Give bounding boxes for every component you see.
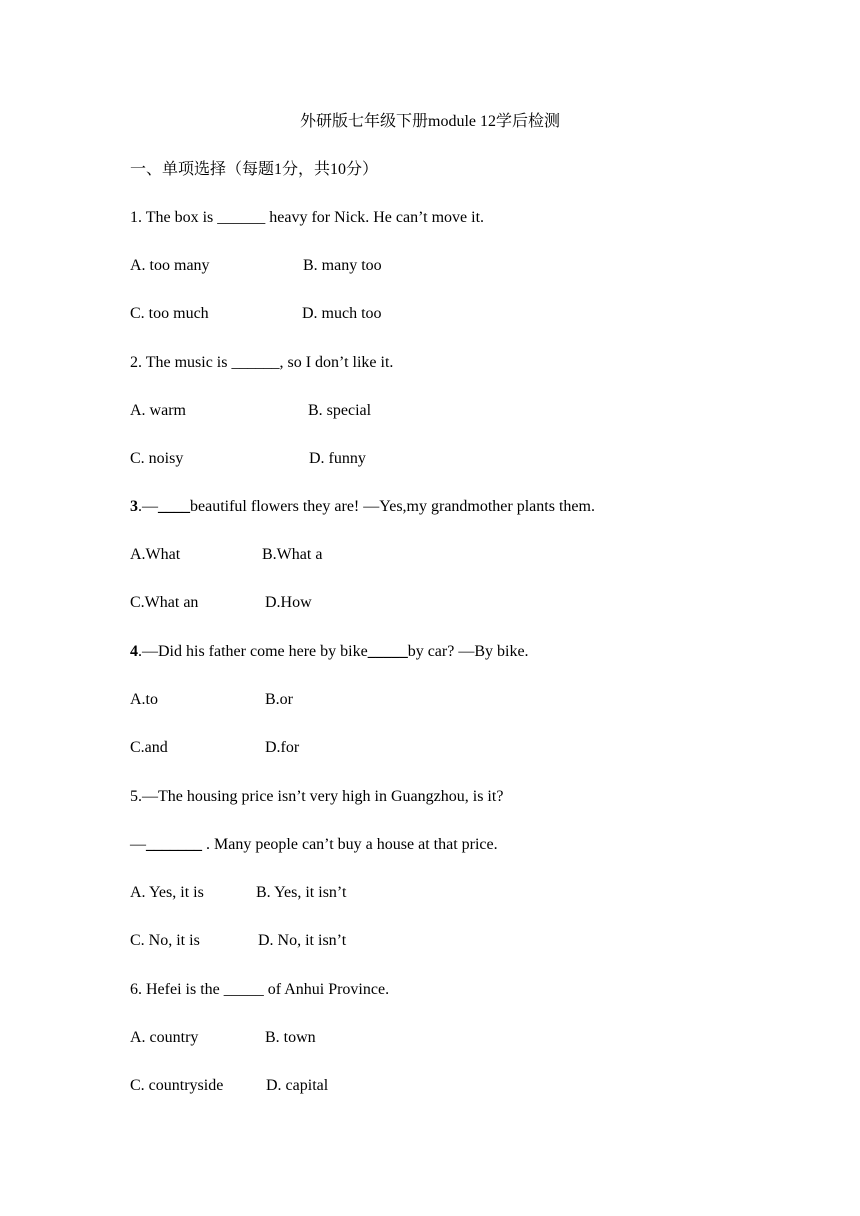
- option-d: D.for: [265, 739, 300, 756]
- question-text: beautiful flowers they are! —Yes,my grandmother plants them.: [190, 498, 595, 515]
- question-6: [130, 979, 389, 1001]
- option-a: A.to: [130, 691, 158, 708]
- question-text: heavy for Nick. He can’t move it.: [265, 209, 485, 226]
- question-number: 5: [130, 788, 138, 805]
- option-a: A. country: [130, 1029, 199, 1046]
- option-a: A. Yes, it is: [130, 884, 204, 901]
- question-number: 6: [130, 981, 138, 998]
- option-c: C. No, it is: [130, 932, 200, 949]
- option-d: D. capital: [266, 1077, 329, 1094]
- option-b: B.or: [265, 691, 293, 708]
- option-a: A.What: [130, 546, 181, 563]
- option-b: B. Yes, it isn’t: [256, 884, 347, 901]
- question-text: of Anhui Province.: [263, 981, 390, 998]
- option-c: C. too much: [130, 305, 209, 322]
- question-number: 4: [130, 643, 138, 660]
- question-blank: ______: [231, 354, 280, 371]
- option-d: D. funny: [309, 450, 366, 467]
- option-b: B.What a: [262, 546, 323, 563]
- option-d: D. much too: [302, 305, 382, 322]
- question-text: , so I don’t like it.: [279, 354, 394, 371]
- question-text: . Hefei is the: [138, 981, 224, 998]
- option-b: B. special: [308, 402, 372, 419]
- question-number: 1: [130, 209, 138, 226]
- question-2: [130, 352, 393, 374]
- question-3: [130, 496, 595, 518]
- question-text: . The box is: [138, 209, 218, 226]
- option-b: B. town: [265, 1029, 316, 1046]
- page-title: 外研版七年级下册module 12学后检测: [300, 113, 560, 130]
- question-text: .—Did his father come here by bike: [138, 643, 368, 660]
- question-5-response: [130, 834, 498, 856]
- question-text: .—The housing price isn’t very high in Guangzhou, is it?: [138, 788, 504, 805]
- option-b: B. many too: [303, 257, 382, 274]
- option-d: D. No, it isn’t: [258, 932, 347, 949]
- question-blank: _____: [223, 981, 264, 998]
- question-1: [130, 207, 484, 229]
- question-text: .—: [138, 498, 158, 515]
- option-a: A. warm: [130, 402, 186, 419]
- option-c: C. countryside: [130, 1077, 224, 1094]
- option-c: C.What an: [130, 594, 199, 611]
- question-text: —: [130, 836, 146, 853]
- question-4: [130, 641, 529, 663]
- question-text: by car? —By bike.: [407, 643, 529, 660]
- question-text: . Many people can’t buy a house at that price.: [202, 836, 498, 853]
- question-number: 3: [130, 498, 138, 515]
- question-number: 2: [130, 354, 138, 371]
- option-c: C.and: [130, 739, 168, 756]
- question-5: [130, 786, 503, 808]
- question-blank: _______: [146, 836, 202, 853]
- option-c: C. noisy: [130, 450, 184, 467]
- question-blank: ______: [217, 209, 266, 226]
- question-blank: ____: [158, 498, 190, 515]
- option-d: D.How: [265, 594, 312, 611]
- section-heading: 一、单项选择（每题1分，共10分）: [130, 161, 379, 178]
- question-text: . The music is: [138, 354, 232, 371]
- option-a: A. too many: [130, 257, 210, 274]
- question-blank: _____: [367, 643, 408, 660]
